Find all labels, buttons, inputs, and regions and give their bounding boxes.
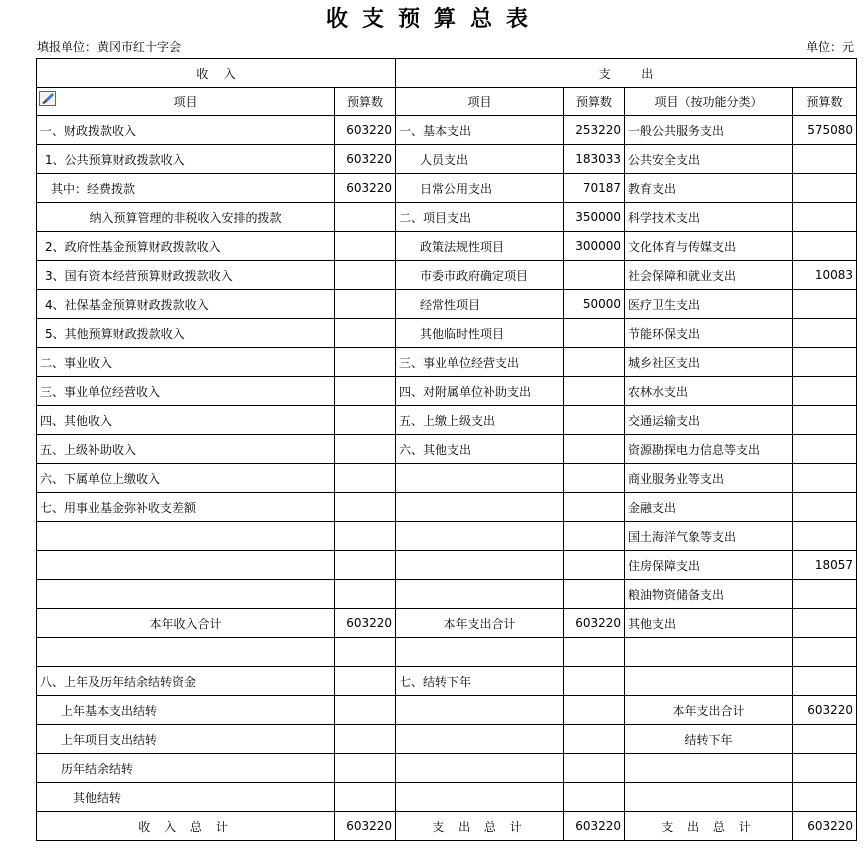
income-amount-cell <box>335 203 396 232</box>
expense-item-cell: 市委市政府确定项目 <box>396 261 564 290</box>
table-row <box>37 667 857 696</box>
reporting-unit: 填报单位：黄冈市红十字会 <box>37 40 182 54</box>
table-row <box>37 261 857 290</box>
expense-amount-cell <box>564 348 625 377</box>
income-item-header-label: 项目 <box>173 95 198 109</box>
function-amount-cell <box>793 435 857 464</box>
function-amount-cell <box>793 377 857 406</box>
function-item-cell: 金融支出 <box>625 493 793 522</box>
income-amount-cell: 603220 <box>335 609 396 638</box>
function-item-cell: 其他支出 <box>625 609 793 638</box>
function-item-cell <box>625 638 793 667</box>
income-amount-cell <box>335 377 396 406</box>
income-item-cell: 七、用事业基金弥补收支差额 <box>37 493 335 522</box>
function-amount-cell <box>793 232 857 261</box>
function-item-cell: 支 出 总 计 <box>625 812 793 841</box>
expense-amount-cell: 603220 <box>564 609 625 638</box>
income-amount-cell <box>335 261 396 290</box>
expense-item-cell <box>396 580 564 609</box>
table-row <box>37 580 857 609</box>
function-amount-cell <box>793 725 857 754</box>
table-row <box>37 406 857 435</box>
expense-item-cell: 七、结转下年 <box>396 667 564 696</box>
expense-item-cell <box>396 638 564 667</box>
function-item-cell: 住房保障支出 <box>625 551 793 580</box>
function-item-cell: 商业服务业等支出 <box>625 464 793 493</box>
expense-amount-cell <box>564 754 625 783</box>
function-amount-cell <box>793 174 857 203</box>
table-row <box>37 754 857 783</box>
function-amount-cell: 603220 <box>793 696 857 725</box>
function-item-cell: 教育支出 <box>625 174 793 203</box>
expense-amount-cell <box>564 725 625 754</box>
function-amount-cell <box>793 522 857 551</box>
table-row <box>37 319 857 348</box>
table-row <box>37 522 857 551</box>
table-row <box>37 203 857 232</box>
expense-item-cell <box>396 464 564 493</box>
income-item-cell: 五、上级补助收入 <box>37 435 335 464</box>
expense-amount-cell: 300000 <box>564 232 625 261</box>
function-item-header: 项目（按功能分类） <box>625 88 793 116</box>
expense-amount-cell <box>564 406 625 435</box>
income-amount-cell <box>335 493 396 522</box>
income-item-cell <box>37 580 335 609</box>
function-item-cell: 粮油物资储备支出 <box>625 580 793 609</box>
table-row <box>37 348 857 377</box>
expense-amount-cell <box>564 377 625 406</box>
table-row <box>37 435 857 464</box>
income-item-cell <box>37 638 335 667</box>
function-amount-cell <box>793 203 857 232</box>
function-item-cell: 城乡社区支出 <box>625 348 793 377</box>
function-amount-cell <box>793 754 857 783</box>
expense-item-cell: 其他临时性项目 <box>396 319 564 348</box>
function-amount-cell <box>793 290 857 319</box>
table-row <box>37 493 857 522</box>
expense-item-cell: 日常公用支出 <box>396 174 564 203</box>
function-amount-cell <box>793 609 857 638</box>
table-row <box>37 609 857 638</box>
income-item-cell: 4、社保基金预算财政拨款收入 <box>37 290 335 319</box>
function-item-cell: 医疗卫生支出 <box>625 290 793 319</box>
table-row <box>37 232 857 261</box>
expense-amount-cell <box>564 522 625 551</box>
table-row <box>37 174 857 203</box>
function-item-cell: 节能环保支出 <box>625 319 793 348</box>
function-amount-cell <box>793 464 857 493</box>
income-item-cell: 二、事业收入 <box>37 348 335 377</box>
function-item-cell: 农林水支出 <box>625 377 793 406</box>
income-item-cell: 六、下属单位上缴收入 <box>37 464 335 493</box>
function-item-cell <box>625 783 793 812</box>
income-item-cell: 八、上年及历年结余结转资金 <box>37 667 335 696</box>
expense-item-cell: 二、项目支出 <box>396 203 564 232</box>
function-item-cell: 交通运输支出 <box>625 406 793 435</box>
expense-amount-cell <box>564 464 625 493</box>
expense-item-cell <box>396 696 564 725</box>
income-item-cell: 上年项目支出结转 <box>37 725 335 754</box>
table-row <box>37 638 857 667</box>
expense-item-cell: 六、其他支出 <box>396 435 564 464</box>
income-amount-header: 预算数 <box>335 88 396 116</box>
function-amount-cell <box>793 667 857 696</box>
expense-amount-header: 预算数 <box>564 88 625 116</box>
expense-item-cell: 经常性项目 <box>396 290 564 319</box>
function-amount-cell: 10083 <box>793 261 857 290</box>
function-item-cell: 一般公共服务支出 <box>625 116 793 145</box>
brush-icon[interactable] <box>39 91 56 106</box>
table-title: 收支预算总表 <box>325 6 542 32</box>
expense-amount-cell: 70187 <box>564 174 625 203</box>
income-amount-cell <box>335 667 396 696</box>
expense-amount-cell: 183033 <box>564 145 625 174</box>
function-amount-cell: 18057 <box>793 551 857 580</box>
expense-item-cell: 政策法规性项目 <box>396 232 564 261</box>
income-item-cell: 历年结余结转 <box>37 754 335 783</box>
table-row <box>37 551 857 580</box>
income-amount-cell <box>335 464 396 493</box>
expense-amount-cell: 350000 <box>564 203 625 232</box>
income-item-cell: 5、其他预算财政拨款收入 <box>37 319 335 348</box>
income-item-cell: 纳入预算管理的非税收入安排的拨款 <box>37 203 335 232</box>
function-amount-cell <box>793 783 857 812</box>
function-item-cell: 国土海洋气象等支出 <box>625 522 793 551</box>
income-amount-cell <box>335 319 396 348</box>
function-item-cell: 社会保障和就业支出 <box>625 261 793 290</box>
function-item-cell: 公共安全支出 <box>625 145 793 174</box>
function-amount-cell <box>793 638 857 667</box>
expense-amount-cell <box>564 783 625 812</box>
income-amount-cell <box>335 522 396 551</box>
expense-item-cell <box>396 551 564 580</box>
income-item-cell: 三、事业单位经营收入 <box>37 377 335 406</box>
header-row-groups <box>37 59 857 88</box>
expense-item-cell <box>396 725 564 754</box>
expense-item-cell: 支 出 总 计 <box>396 812 564 841</box>
expense-item-cell: 四、对附属单位补助支出 <box>396 377 564 406</box>
table-row <box>37 145 857 174</box>
function-amount-cell: 603220 <box>793 812 857 841</box>
expense-item-header: 项目 <box>396 88 564 116</box>
expense-amount-cell: 50000 <box>564 290 625 319</box>
table-row <box>37 725 857 754</box>
income-amount-cell: 603220 <box>335 812 396 841</box>
function-item-cell: 资源勘探电力信息等支出 <box>625 435 793 464</box>
income-amount-cell <box>335 580 396 609</box>
income-amount-cell <box>335 406 396 435</box>
income-amount-cell <box>335 638 396 667</box>
income-amount-cell <box>335 725 396 754</box>
income-item-cell <box>37 522 335 551</box>
income-item-cell: 收 入 总 计 <box>37 812 335 841</box>
income-amount-cell: 603220 <box>335 116 396 145</box>
expense-item-cell: 人员支出 <box>396 145 564 174</box>
income-item-cell: 上年基本支出结转 <box>37 696 335 725</box>
income-amount-cell <box>335 232 396 261</box>
income-item-cell: 本年收入合计 <box>37 609 335 638</box>
table-row <box>37 812 857 841</box>
function-amount-cell <box>793 580 857 609</box>
function-amount-cell <box>793 493 857 522</box>
income-amount-cell <box>335 754 396 783</box>
income-group-header: 收 入 <box>37 59 396 88</box>
table-row <box>37 464 857 493</box>
income-item-header <box>37 88 335 116</box>
income-item-cell: 四、其他收入 <box>37 406 335 435</box>
expense-item-cell: 一、基本支出 <box>396 116 564 145</box>
function-amount-cell <box>793 319 857 348</box>
income-item-cell: 其中：经费拨款 <box>37 174 335 203</box>
function-item-cell: 结转下年 <box>625 725 793 754</box>
function-item-cell <box>625 754 793 783</box>
income-amount-cell: 603220 <box>335 145 396 174</box>
income-item-cell <box>37 551 335 580</box>
expense-item-cell <box>396 522 564 551</box>
income-item-cell: 1、公共预算财政拨款收入 <box>37 145 335 174</box>
expense-item-cell <box>396 493 564 522</box>
income-amount-cell <box>335 348 396 377</box>
function-amount-header: 预算数 <box>793 88 857 116</box>
income-item-cell: 其他结转 <box>37 783 335 812</box>
expense-amount-cell <box>564 435 625 464</box>
function-item-cell: 本年支出合计 <box>625 696 793 725</box>
expense-amount-cell <box>564 580 625 609</box>
income-item-cell: 2、政府性基金预算财政拨款收入 <box>37 232 335 261</box>
expense-amount-cell <box>564 696 625 725</box>
income-amount-cell: 603220 <box>335 174 396 203</box>
function-item-cell: 科学技术支出 <box>625 203 793 232</box>
table-row <box>37 696 857 725</box>
income-amount-cell <box>335 290 396 319</box>
expense-item-cell <box>396 783 564 812</box>
expense-item-cell <box>396 754 564 783</box>
currency-unit: 单位：元 <box>805 40 854 54</box>
expense-item-cell: 五、上缴上级支出 <box>396 406 564 435</box>
income-amount-cell <box>335 435 396 464</box>
budget-table <box>36 58 857 841</box>
function-amount-cell <box>793 145 857 174</box>
header-row-columns <box>37 88 857 116</box>
table-row <box>37 290 857 319</box>
expense-amount-cell <box>564 667 625 696</box>
expense-amount-cell <box>564 551 625 580</box>
expense-group-header: 支 出 <box>396 59 857 88</box>
table-row <box>37 377 857 406</box>
function-amount-cell <box>793 348 857 377</box>
expense-item-cell: 三、事业单位经营支出 <box>396 348 564 377</box>
income-amount-cell <box>335 551 396 580</box>
table-row <box>37 783 857 812</box>
expense-amount-cell <box>564 319 625 348</box>
function-item-cell <box>625 667 793 696</box>
expense-amount-cell: 253220 <box>564 116 625 145</box>
income-amount-cell <box>335 696 396 725</box>
table-row <box>37 116 857 145</box>
function-amount-cell <box>793 406 857 435</box>
expense-amount-cell <box>564 638 625 667</box>
expense-amount-cell: 603220 <box>564 812 625 841</box>
expense-item-cell: 本年支出合计 <box>396 609 564 638</box>
expense-amount-cell <box>564 261 625 290</box>
income-amount-cell <box>335 783 396 812</box>
expense-amount-cell <box>564 493 625 522</box>
income-item-cell: 一、财政拨款收入 <box>37 116 335 145</box>
function-amount-cell: 575080 <box>793 116 857 145</box>
function-item-cell: 文化体育与传媒支出 <box>625 232 793 261</box>
income-item-cell: 3、国有资本经营预算财政拨款收入 <box>37 261 335 290</box>
